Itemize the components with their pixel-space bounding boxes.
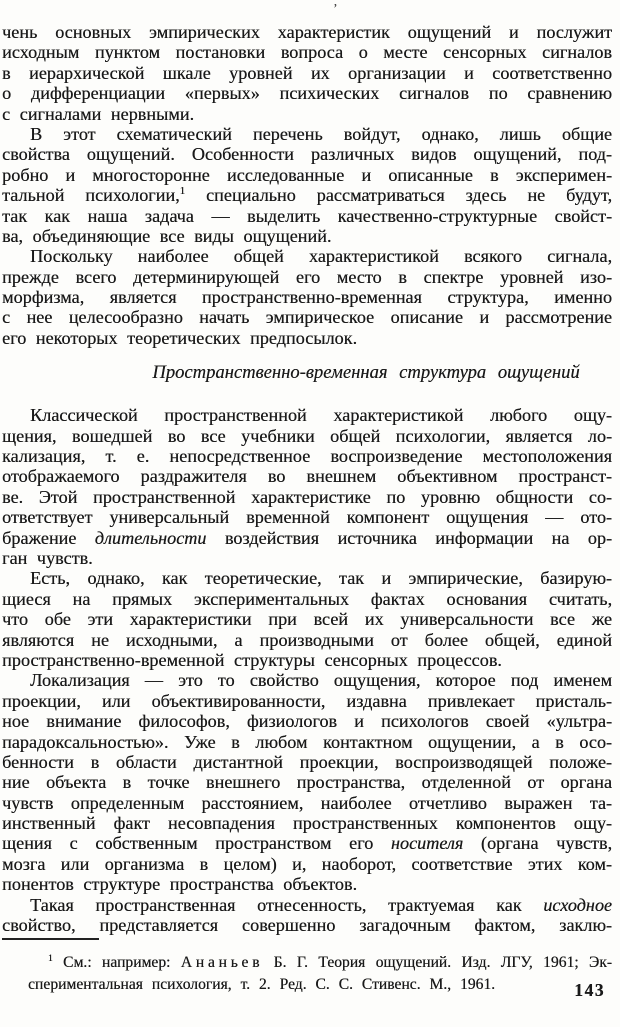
text-segment: Б. Г. Теория ощущений. Изд. ЛГУ, 1961; Эк- <box>263 954 612 972</box>
text-line <box>2 895 612 915</box>
text-segment: с сигналами нервными. <box>2 103 195 124</box>
text-segment: ве. Этой пространственной характеристике по уровню общности со- <box>2 486 612 507</box>
text-segment: ное внимание философов, физиологов и психологов своей «ультра- <box>2 711 612 732</box>
text-line <box>2 22 612 42</box>
text-line <box>2 589 612 609</box>
text-line <box>2 287 612 307</box>
text-segment: ние объекта в точке внешнего пространства, отделенной от органа <box>2 772 612 793</box>
spaced-author-name: Ананьев <box>180 954 264 972</box>
text-segment: специально рассматриваться здесь не будут, <box>185 185 612 206</box>
footnote-marker: 1 <box>48 954 53 965</box>
text-segment: парадоксальностью». Уже в любом контактном ощущении, а в осо- <box>2 731 612 752</box>
page-number: 143 <box>574 980 605 1000</box>
text-segment: с нее целесообразно начать эмпирическое описание и рассмотрение <box>2 307 612 328</box>
text-line <box>2 711 612 731</box>
text-segment: инственный факт несовпадения пространственных компонентов ощу- <box>2 813 612 834</box>
italic-text: длительности <box>94 527 207 548</box>
paragraph <box>2 246 612 348</box>
paragraph <box>2 895 612 936</box>
text-segment: воздействия источника информации на ор- <box>206 527 612 548</box>
text-line <box>2 144 612 164</box>
text-line <box>2 267 612 287</box>
text-line <box>28 974 612 996</box>
text-line <box>2 165 612 185</box>
section-heading: Пространственно-временная структура ощущений <box>152 362 580 384</box>
text-segment: понентов структуре пространства объектов. <box>2 874 358 895</box>
text-line <box>2 670 612 690</box>
text-line <box>2 793 612 813</box>
text-segment: в иерархической шкале уровней их организации и соответственно <box>2 62 612 83</box>
text-line <box>2 915 612 935</box>
paragraph <box>2 568 612 670</box>
text-line <box>2 307 612 327</box>
section-text-block <box>2 405 612 935</box>
text-segment: чень основных эмпирических характеристик ощущений и послужит <box>2 22 612 42</box>
text-segment: ответствует универсальный временной компонент ощущения — ото- <box>2 507 612 528</box>
text-line <box>2 752 612 772</box>
text-line <box>2 833 612 853</box>
text-line <box>2 650 612 670</box>
footnote-marker: 1 <box>179 185 186 198</box>
text-line <box>2 246 612 266</box>
text-line <box>2 63 612 83</box>
text-line <box>2 487 612 507</box>
text-line <box>2 630 612 650</box>
text-segment: Локализация — это то свойство ощущения, которое под именем <box>30 670 612 691</box>
text-segment: отображаемого раздражителя во внешнем объективном пространст- <box>2 466 612 487</box>
text-segment: мозга или организма в целом) и, наоборот, соответствие этих ком- <box>2 853 612 874</box>
text-segment: морфизма, является пространственно-временная структура, именно <box>2 287 612 308</box>
text-segment: щиеся на прямых экспериментальных фактах основания считать, <box>2 588 612 609</box>
text-segment: бенности в области дистантной проекции, воспроизводящей положе- <box>2 751 612 772</box>
text-line <box>2 568 612 588</box>
text-segment: (органа чувств, <box>463 833 612 854</box>
text-segment: прежде всего детерминирующей его место в спектре уровней изо- <box>2 266 612 287</box>
text-segment: Поскольку наиболее общей характеристикой всякого сигнала, <box>30 246 612 267</box>
text-segment: В этот схематический перечень войдут, однако, лишь общие <box>30 123 612 144</box>
paragraph <box>2 670 612 894</box>
paragraph <box>2 405 612 568</box>
text-segment: проекции, или объективированности, издавна привлекает присталь- <box>2 690 612 711</box>
text-segment: Классической пространственной характеристикой любого ощу- <box>30 405 612 426</box>
text-line <box>2 466 612 486</box>
paragraph <box>2 124 612 246</box>
italic-text: исходное <box>543 894 612 915</box>
text-segment: свойства ощущений. Особенности различных видов ощущений, под- <box>2 144 612 165</box>
text-segment: кализация, т. е. непосредственное воспроизведение местоположения <box>2 446 612 467</box>
text-segment: бражение <box>2 527 95 548</box>
text-segment: пространственно-временной структуры сенсорных процессов. <box>2 649 502 670</box>
text-line <box>2 874 612 894</box>
text-segment: ва, объединяющие все виды ощущений. <box>2 225 332 246</box>
text-line <box>2 548 612 568</box>
footnote-rule <box>2 938 99 940</box>
text-line <box>2 83 612 103</box>
footnote <box>28 938 612 996</box>
text-line <box>2 405 612 425</box>
text-segment: о дифференциации «первых» психических сигналов по сравнению <box>2 83 612 104</box>
text-line <box>2 226 612 246</box>
text-line <box>2 528 612 548</box>
text-segment: Есть, однако, как теоретические, так и эмпирические, базирую- <box>30 568 612 589</box>
text-segment: спериментальная психология, т. 2. Ред. С. С. Стивенс. М., 1961. <box>28 976 496 994</box>
text-segment: См.: например: <box>52 954 181 972</box>
text-segment: свойство, представляется совершенно загадочным фактом, заклю- <box>2 915 612 936</box>
text-segment: так как наша задача — выделить качественно-структурные свойст- <box>2 205 612 226</box>
text-segment: чувств определенным расстоянием, наиболее отчетливо выражен та- <box>2 792 612 813</box>
text-segment: его некоторых теоретических предпосылок. <box>2 327 358 348</box>
text-segment: исходным пунктом постановки вопроса о месте сенсорных сигналов <box>2 42 612 63</box>
text-line <box>2 609 612 629</box>
text-segment: являются не исходными, а производными от более общей, единой <box>2 629 612 650</box>
text-line <box>2 206 612 226</box>
text-segment: тальной психологии, <box>2 185 180 206</box>
text-line <box>2 691 612 711</box>
text-line <box>2 772 612 792</box>
paragraph <box>2 22 612 124</box>
text-line <box>2 104 612 124</box>
intro-text-block <box>2 22 612 348</box>
text-line <box>28 952 612 974</box>
text-segment: робно и многосторонне исследованные и описанные в эксперимен- <box>2 164 612 185</box>
text-line <box>2 124 612 144</box>
text-line <box>2 185 612 205</box>
text-segment: ган чувств. <box>2 547 93 568</box>
text-line <box>2 328 612 348</box>
scan-speck: ’ <box>333 2 338 17</box>
text-line <box>2 854 612 874</box>
text-line <box>2 426 612 446</box>
text-line <box>2 813 612 833</box>
text-line <box>2 732 612 752</box>
text-segment: что обе эти характеристики при всей их универсальности все же <box>2 609 612 630</box>
text-line <box>2 42 612 62</box>
footnote-text <box>28 952 612 996</box>
text-segment: щения с собственным пространством его <box>2 833 391 854</box>
text-segment: щения, вошедшей во все учебники общей психологии, является ло- <box>2 425 612 446</box>
italic-text: носителя <box>390 833 464 854</box>
text-line <box>2 507 612 527</box>
text-line <box>2 446 612 466</box>
text-segment: Такая пространственная отнесенность, трактуемая как <box>30 894 544 915</box>
